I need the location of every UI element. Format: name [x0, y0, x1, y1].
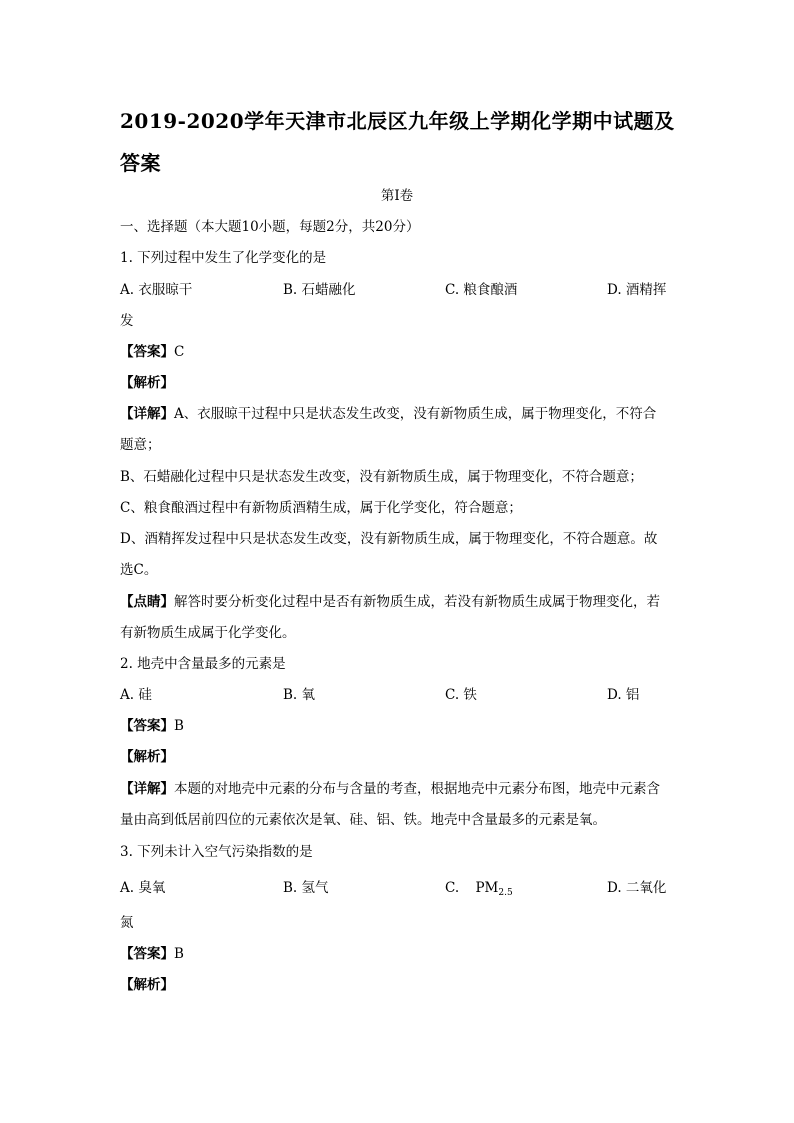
- q2-stem: 2. 地壳中含量最多的元素是: [120, 656, 286, 672]
- answer-label: 【答案】: [120, 344, 174, 360]
- q3-option-b: B. 氢气: [283, 880, 329, 896]
- q2-detail-line-1: [120, 779, 660, 799]
- q1-detail-line-1: [120, 404, 656, 424]
- tip-label: 【点睛】: [120, 594, 174, 610]
- q1-detail-line-5: D、酒精挥发过程中只是状态发生改变，没有新物质生成，属于物理变化，不符合题意。故: [120, 531, 658, 547]
- pm-subscript: 2.5: [498, 888, 513, 898]
- q1-detail-line-6: 选C。: [120, 562, 158, 578]
- q1-option-wrap: 发: [120, 313, 134, 329]
- q3-option-a: A. 臭氧: [120, 880, 166, 896]
- q2-detail-line-2: 量由高到低居前四位的元素依次是氧、硅、铝、铁。地壳中含量最多的元素是氧。: [120, 812, 606, 828]
- q2-option-b: B. 氧: [283, 687, 316, 703]
- q1-option-d: D. 酒精挥: [607, 282, 667, 298]
- pm25-formula: [475, 880, 512, 896]
- answer-value: B: [174, 718, 184, 734]
- q1-option-b: B. 石蜡融化: [283, 282, 356, 298]
- q2-answer: [120, 716, 184, 736]
- q1-tip-line-2: 有新物质生成属于化学变化。: [120, 625, 296, 641]
- q3-analysis-label: 【解析】: [120, 977, 174, 993]
- tip-text: 解答时要分析变化过程中是否有新物质生成，若没有新物质生成属于物理变化，若: [174, 594, 660, 610]
- detail-text: A、衣服晾干过程中只是状态发生改变，没有新物质生成，属于物理变化，不符合: [174, 406, 657, 422]
- q3-option-c: [445, 878, 513, 903]
- q1-detail-line-4: C、粮食酿酒过程中有新物质酒精生成，属于化学变化，符合题意；: [120, 500, 522, 516]
- q1-answer: [120, 342, 184, 362]
- answer-label: 【答案】: [120, 946, 174, 962]
- q2-analysis-label: 【解析】: [120, 749, 174, 765]
- volume-heading: 第Ⅰ卷: [380, 188, 414, 204]
- pm-base: PM: [475, 880, 499, 896]
- answer-label: 【答案】: [120, 718, 174, 734]
- answer-value: B: [174, 946, 184, 962]
- answer-value: C: [174, 344, 185, 360]
- q1-stem: 1. 下列过程中发生了化学变化的是: [120, 250, 327, 266]
- q2-option-c: C. 铁: [445, 687, 477, 703]
- detail-text: 本题的对地壳中元素的分布与含量的考查，根据地壳中元素分布图，地壳中元素含: [174, 781, 660, 797]
- q3-stem: 3. 下列未计入空气污染指数的是: [120, 844, 313, 860]
- option-letter: C.: [445, 880, 460, 896]
- q1-option-c: C. 粮食酿酒: [445, 282, 518, 298]
- q1-tip-line-1: [120, 592, 660, 612]
- q2-option-d: D. 铝: [607, 687, 640, 703]
- detail-label: 【详解】: [120, 781, 174, 797]
- q3-option-d: D. 二氧化: [607, 880, 667, 896]
- section-heading: 一、选择题（本大题10小题，每题2分，共20分）: [120, 219, 420, 235]
- q1-analysis-label: 【解析】: [120, 375, 174, 391]
- q1-option-a: A. 衣服晾干: [120, 282, 193, 298]
- detail-label: 【详解】: [120, 406, 174, 422]
- q1-detail-line-3: B、石蜡融化过程中只是状态发生改变，没有新物质生成，属于物理变化，不符合题意；: [120, 469, 643, 485]
- q1-detail-line-2: 题意；: [120, 437, 161, 453]
- document-title: 2019-2020学年天津市北辰区九年级上学期化学期中试题及答案: [120, 109, 675, 175]
- q3-answer: [120, 944, 184, 964]
- q3-option-wrap: 氮: [120, 915, 134, 931]
- q2-option-a: A. 硅: [120, 687, 152, 703]
